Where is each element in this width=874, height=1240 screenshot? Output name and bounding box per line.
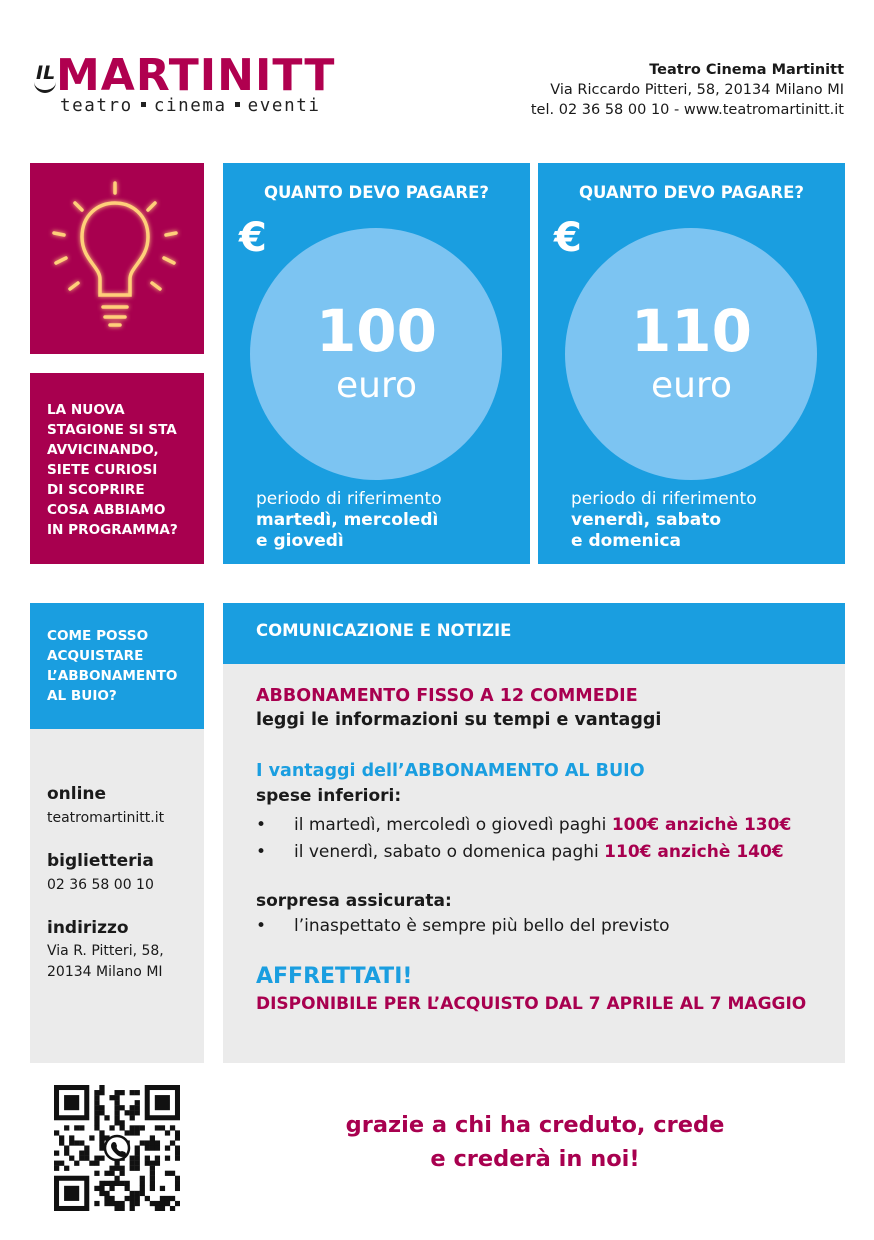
box-office-phone[interactable]: 02 36 58 00 10 xyxy=(47,877,154,893)
theatre-name: Teatro Cinema Martinitt xyxy=(649,62,844,78)
bullet-text: il martedì, mercoledì o giovedì paghi xyxy=(294,815,612,835)
price-days xyxy=(571,510,811,552)
price-days-line: e domenica xyxy=(571,531,682,551)
intro-line: STAGIONE SI STA xyxy=(47,422,177,438)
price-bullet xyxy=(256,815,791,835)
logo-tagline xyxy=(60,96,320,116)
how-line: AL BUIO? xyxy=(47,688,117,704)
address-line: 20134 Milano MI xyxy=(47,964,163,980)
euro-icon: € xyxy=(239,215,267,261)
price-value: 100 xyxy=(315,297,438,365)
thanks-message xyxy=(300,1108,770,1176)
intro-line: IN PROGRAMMA? xyxy=(47,522,178,538)
theatre-address: Via Riccardo Pitteri, 58, 20134 Milano MI xyxy=(550,82,844,98)
cta-subtitle: DISPONIBILE PER L’ACQUISTO DAL 7 APRILE AL 7 MAGGIO xyxy=(256,994,807,1014)
surprise-bullet xyxy=(256,916,670,936)
fixed-subscription-title[interactable]: ABBONAMENTO FISSO A 12 COMMEDIE xyxy=(256,686,638,706)
logo-name: MARTINITT xyxy=(56,50,336,101)
logo-smile-icon xyxy=(34,80,56,93)
price-days-line: martedì, mercoledì xyxy=(256,510,439,530)
price-days xyxy=(256,510,496,552)
intro-line: SIETE CURIOSI xyxy=(47,462,158,478)
price-days-line: e giovedì xyxy=(256,531,344,551)
price-title: QUANTO DEVO PAGARE? xyxy=(579,183,804,202)
purchase-channels-panel xyxy=(30,729,204,1063)
address-label: indirizzo xyxy=(47,918,129,938)
price-days-line: venerdì, sabato xyxy=(571,510,722,530)
price-period-label: periodo di riferimento xyxy=(256,489,442,509)
lightbulb-panel xyxy=(30,163,204,354)
intro-text xyxy=(47,400,197,540)
theatre-phone-web[interactable]: tel. 02 36 58 00 10 - www.teatromartinitt.it xyxy=(530,102,844,118)
lightbulb-icon xyxy=(30,163,204,354)
advantages-title: I vantaggi dell’ABBONAMENTO AL BUIO xyxy=(256,761,645,781)
martinitt-logo xyxy=(34,50,336,122)
qr-code-icon[interactable] xyxy=(54,1085,180,1211)
bullet: • xyxy=(256,815,267,835)
price-unit: euro xyxy=(336,365,417,406)
price-bullet xyxy=(256,842,784,862)
lower-cost-label: spese inferiori: xyxy=(256,786,402,806)
bullet-highlight: 100€ anzichè 130€ xyxy=(611,815,792,835)
box-office-label: biglietteria xyxy=(47,851,154,871)
qr-code-graphic xyxy=(54,1085,180,1211)
price-card-weekday xyxy=(223,163,530,564)
cta-title: AFFRETTATI! xyxy=(256,964,413,989)
price-value: 110 xyxy=(630,297,753,365)
price-card-weekend xyxy=(538,163,845,564)
bullet-highlight: 110€ anzichè 140€ xyxy=(604,842,784,862)
bullet: • xyxy=(256,842,267,862)
intro-line: DI SCOPRIRE xyxy=(47,482,145,498)
bullet-text: l’inaspettato è sempre più bello del previsto xyxy=(294,916,670,936)
price-title: QUANTO DEVO PAGARE? xyxy=(264,183,489,202)
price-period-label: periodo di riferimento xyxy=(571,489,757,509)
online-link[interactable]: teatromartinitt.it xyxy=(47,810,165,826)
fixed-subscription-subtitle[interactable]: leggi le informazioni su tempi e vantaggi xyxy=(256,710,662,730)
tagline-eventi: eventi xyxy=(247,96,321,116)
thanks-line: grazie a chi ha creduto, crede xyxy=(345,1112,725,1138)
address-line: Via R. Pitteri, 58, xyxy=(47,943,164,959)
euro-icon: € xyxy=(554,215,582,261)
how-line: ACQUISTARE xyxy=(47,648,144,664)
tagline-teatro: teatro xyxy=(60,96,133,116)
price-unit: euro xyxy=(651,365,732,406)
intro-line: LA NUOVA xyxy=(47,402,125,418)
tagline-dot xyxy=(235,102,240,107)
thanks-line: e crederà in noi! xyxy=(430,1146,640,1172)
intro-line: AVVICINANDO, xyxy=(47,442,159,458)
tagline-cinema: cinema xyxy=(153,96,227,116)
bullet: • xyxy=(256,916,267,936)
logo-prefix: IL xyxy=(36,62,56,84)
how-line: L’ABBONAMENTO xyxy=(47,668,178,684)
how-line: COME POSSO xyxy=(47,628,149,644)
bullet-text: il venerdì, sabato o domenica paghi xyxy=(294,842,605,862)
header-contact xyxy=(531,60,844,120)
online-label: online xyxy=(47,784,107,804)
surprise-label: sorpresa assicurata: xyxy=(256,891,452,911)
tagline-dot xyxy=(141,102,146,107)
how-to-buy-text xyxy=(47,626,197,706)
news-header-title: COMUNICAZIONE E NOTIZIE xyxy=(256,621,512,640)
intro-line: COSA ABBIAMO xyxy=(47,502,166,518)
